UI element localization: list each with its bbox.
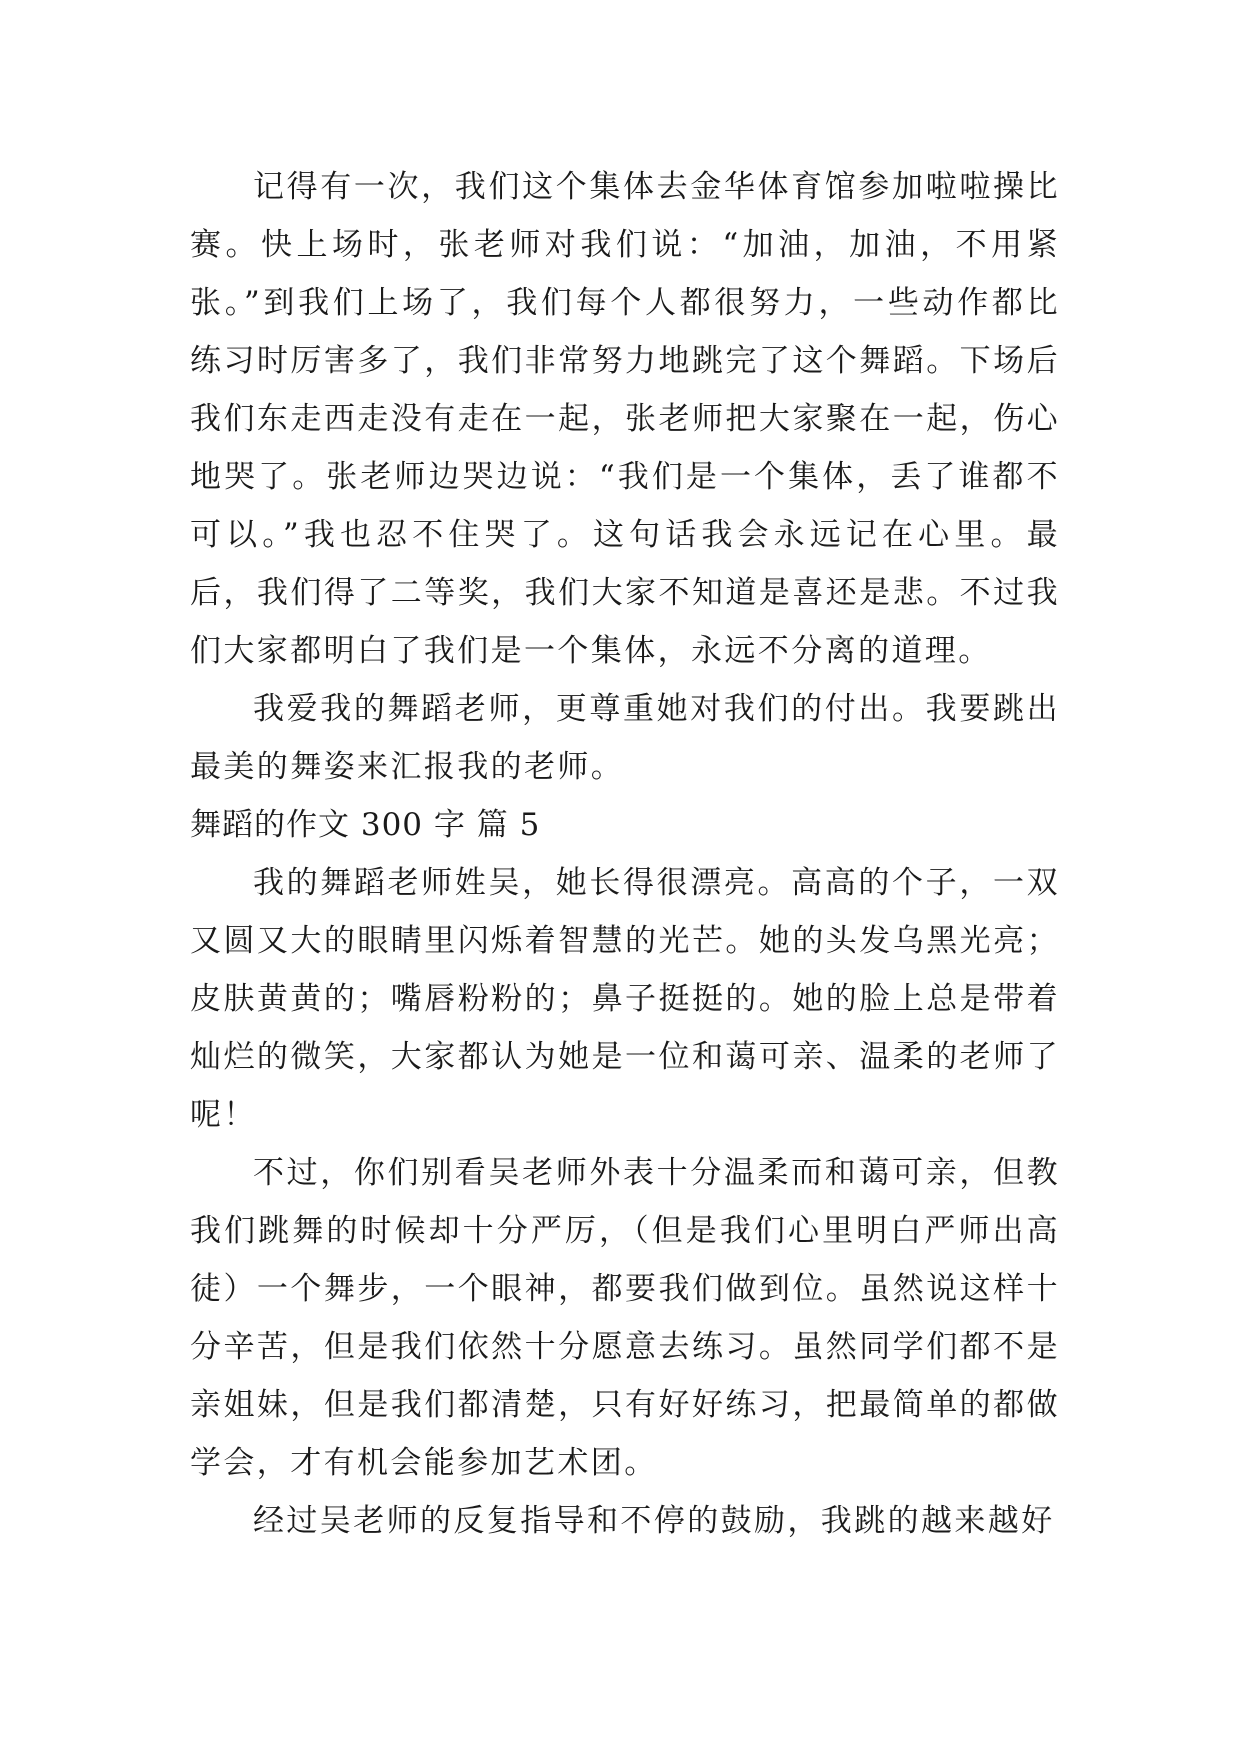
section-heading: 舞蹈的作文 300 字 篇 5	[190, 807, 541, 843]
paragraph-love-teacher: 我爱我的舞蹈老师，更尊重她对我们的付出。我要跳出最美的舞姿来汇报我的老师。	[190, 691, 1060, 785]
paragraph-teacher-description: 我的舞蹈老师姓吴，她长得很漂亮。高高的个子，一双又圆又大的眼睛里闪烁着智慧的光芒。她的头发乌黑光亮；皮肤黄黄的；嘴唇粉粉的；鼻子挺挺的。她的脸上总是带着灿烂的微笑，大家都认为她是一位和蔼可亲、温柔的老师了呢！	[190, 865, 1060, 1133]
paragraph-strict-teacher: 不过，你们别看吴老师外表十分温柔而和蔼可亲，但教我们跳舞的时候却十分严厉，（但是我们心里明白严师出高徒）一个舞步，一个眼神，都要我们做到位。虽然说这样十分辛苦，但是我们依然十分愿意去练习。虽然同学们都不是亲姐妹，但是我们都清楚，只有好好练习，把最简单的都做学会，才有机会能参加艺术团。	[190, 1155, 1060, 1481]
paragraph-competition-story: 记得有一次，我们这个集体去金华体育馆参加啦啦操比赛。快上场时，张老师对我们说：“加油，加油，不用紧张。”到我们上场了，我们每个人都很努力，一些动作都比练习时厉害多了，我们非常努力地跳完了这个舞蹈。下场后我们东走西走没有走在一起，张老师把大家聚在一起，伤心地哭了。张老师边哭边说：“我们是一个集体，丢了谁都不可以。”我也忍不住哭了。这句话我会永远记在心里。最后，我们得了二等奖，我们大家不知道是喜还是悲。不过我们大家都明白了我们是一个集体，永远不分离的道理。	[190, 169, 1060, 669]
paragraph-progress: 经过吴老师的反复指导和不停的鼓励，我跳的越来越好	[253, 1503, 1055, 1539]
